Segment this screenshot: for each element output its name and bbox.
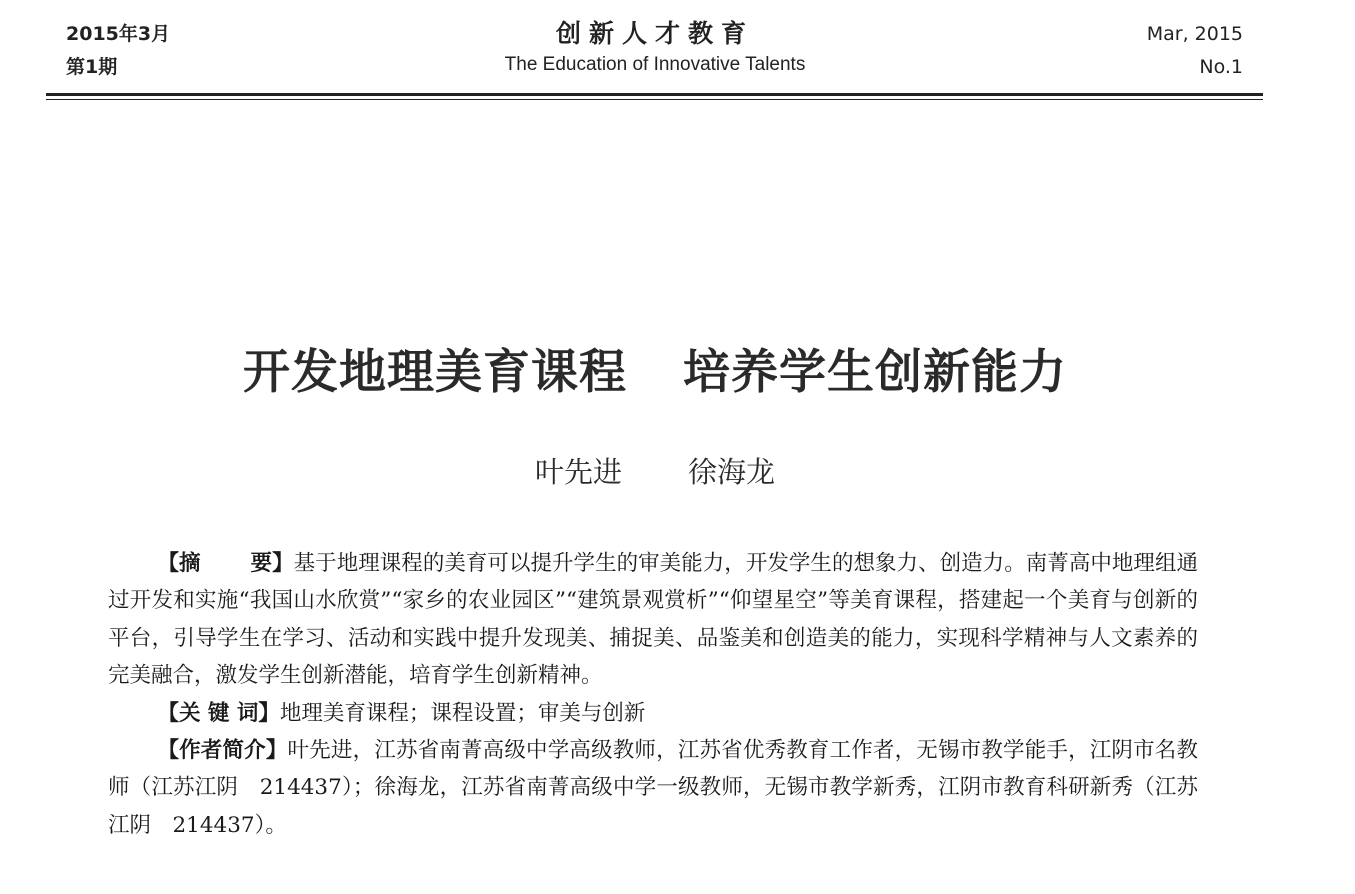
header-date-cn: 2015年3月 (66, 23, 171, 45)
header-rule-thin (46, 99, 1263, 100)
journal-name-cn: 创新人才教育 (555, 19, 754, 48)
header-issue-cn: 第1期 (66, 56, 118, 78)
author-name: 徐海龙 (688, 455, 776, 489)
abstract-paragraph (108, 545, 1198, 695)
article-title-part1: 开发地理美育课程 (243, 345, 627, 400)
author-name: 叶先进 (534, 455, 622, 489)
header-date-en: Mar, 2015 (1146, 23, 1243, 45)
abstract-label: 【摘 要】 (157, 551, 294, 576)
header-rule-thick (46, 93, 1263, 96)
article-title (0, 340, 1310, 406)
header-left (66, 18, 170, 84)
abstract-text: 基于地理课程的美育可以提升学生的审美能力，开发学生的想象力、创造力。南菁高中地理组通过开发和实施“我国山水欣赏”“家乡的农业园区”“建筑景观赏析”“仰望星空”等美育课程，搭建起一个美育与创新的平台，引导学生在学习、活动和实践中提升发现美、捕捉美、品鉴美和创造美的能力，实现科学精神与人文素养的完美融合，激发学生创新潜能，培育学生创新精神。 (108, 551, 1198, 689)
article-title-part2: 培养学生创新能力 (683, 345, 1067, 400)
author-intro-label: 【作者简介】 (157, 738, 288, 764)
keywords-text: 地理美育课程；课程设置；审美与创新 (279, 700, 646, 726)
article-authors (0, 450, 1310, 494)
journal-name-en: The Education of Innovative Talents (504, 54, 806, 75)
author-intro-paragraph (108, 732, 1198, 844)
keywords-paragraph (108, 695, 1198, 732)
header-right (1147, 18, 1243, 84)
header-center (455, 16, 855, 78)
author-intro-text: 叶先进，江苏省南菁高级中学高级教师，江苏省优秀教育工作者，无锡市教学能手，江阴市名教师（江苏江阴 214437）；徐海龙，江苏省南菁高级中学一级教师，无锡市教学新秀，江阴市教育科研新秀（江苏江阴 214437）。 (108, 738, 1198, 838)
keywords-label: 【关 键 词】 (157, 700, 280, 726)
header-issue-en: No.1 (1199, 56, 1243, 78)
article-front-matter (108, 545, 1198, 844)
